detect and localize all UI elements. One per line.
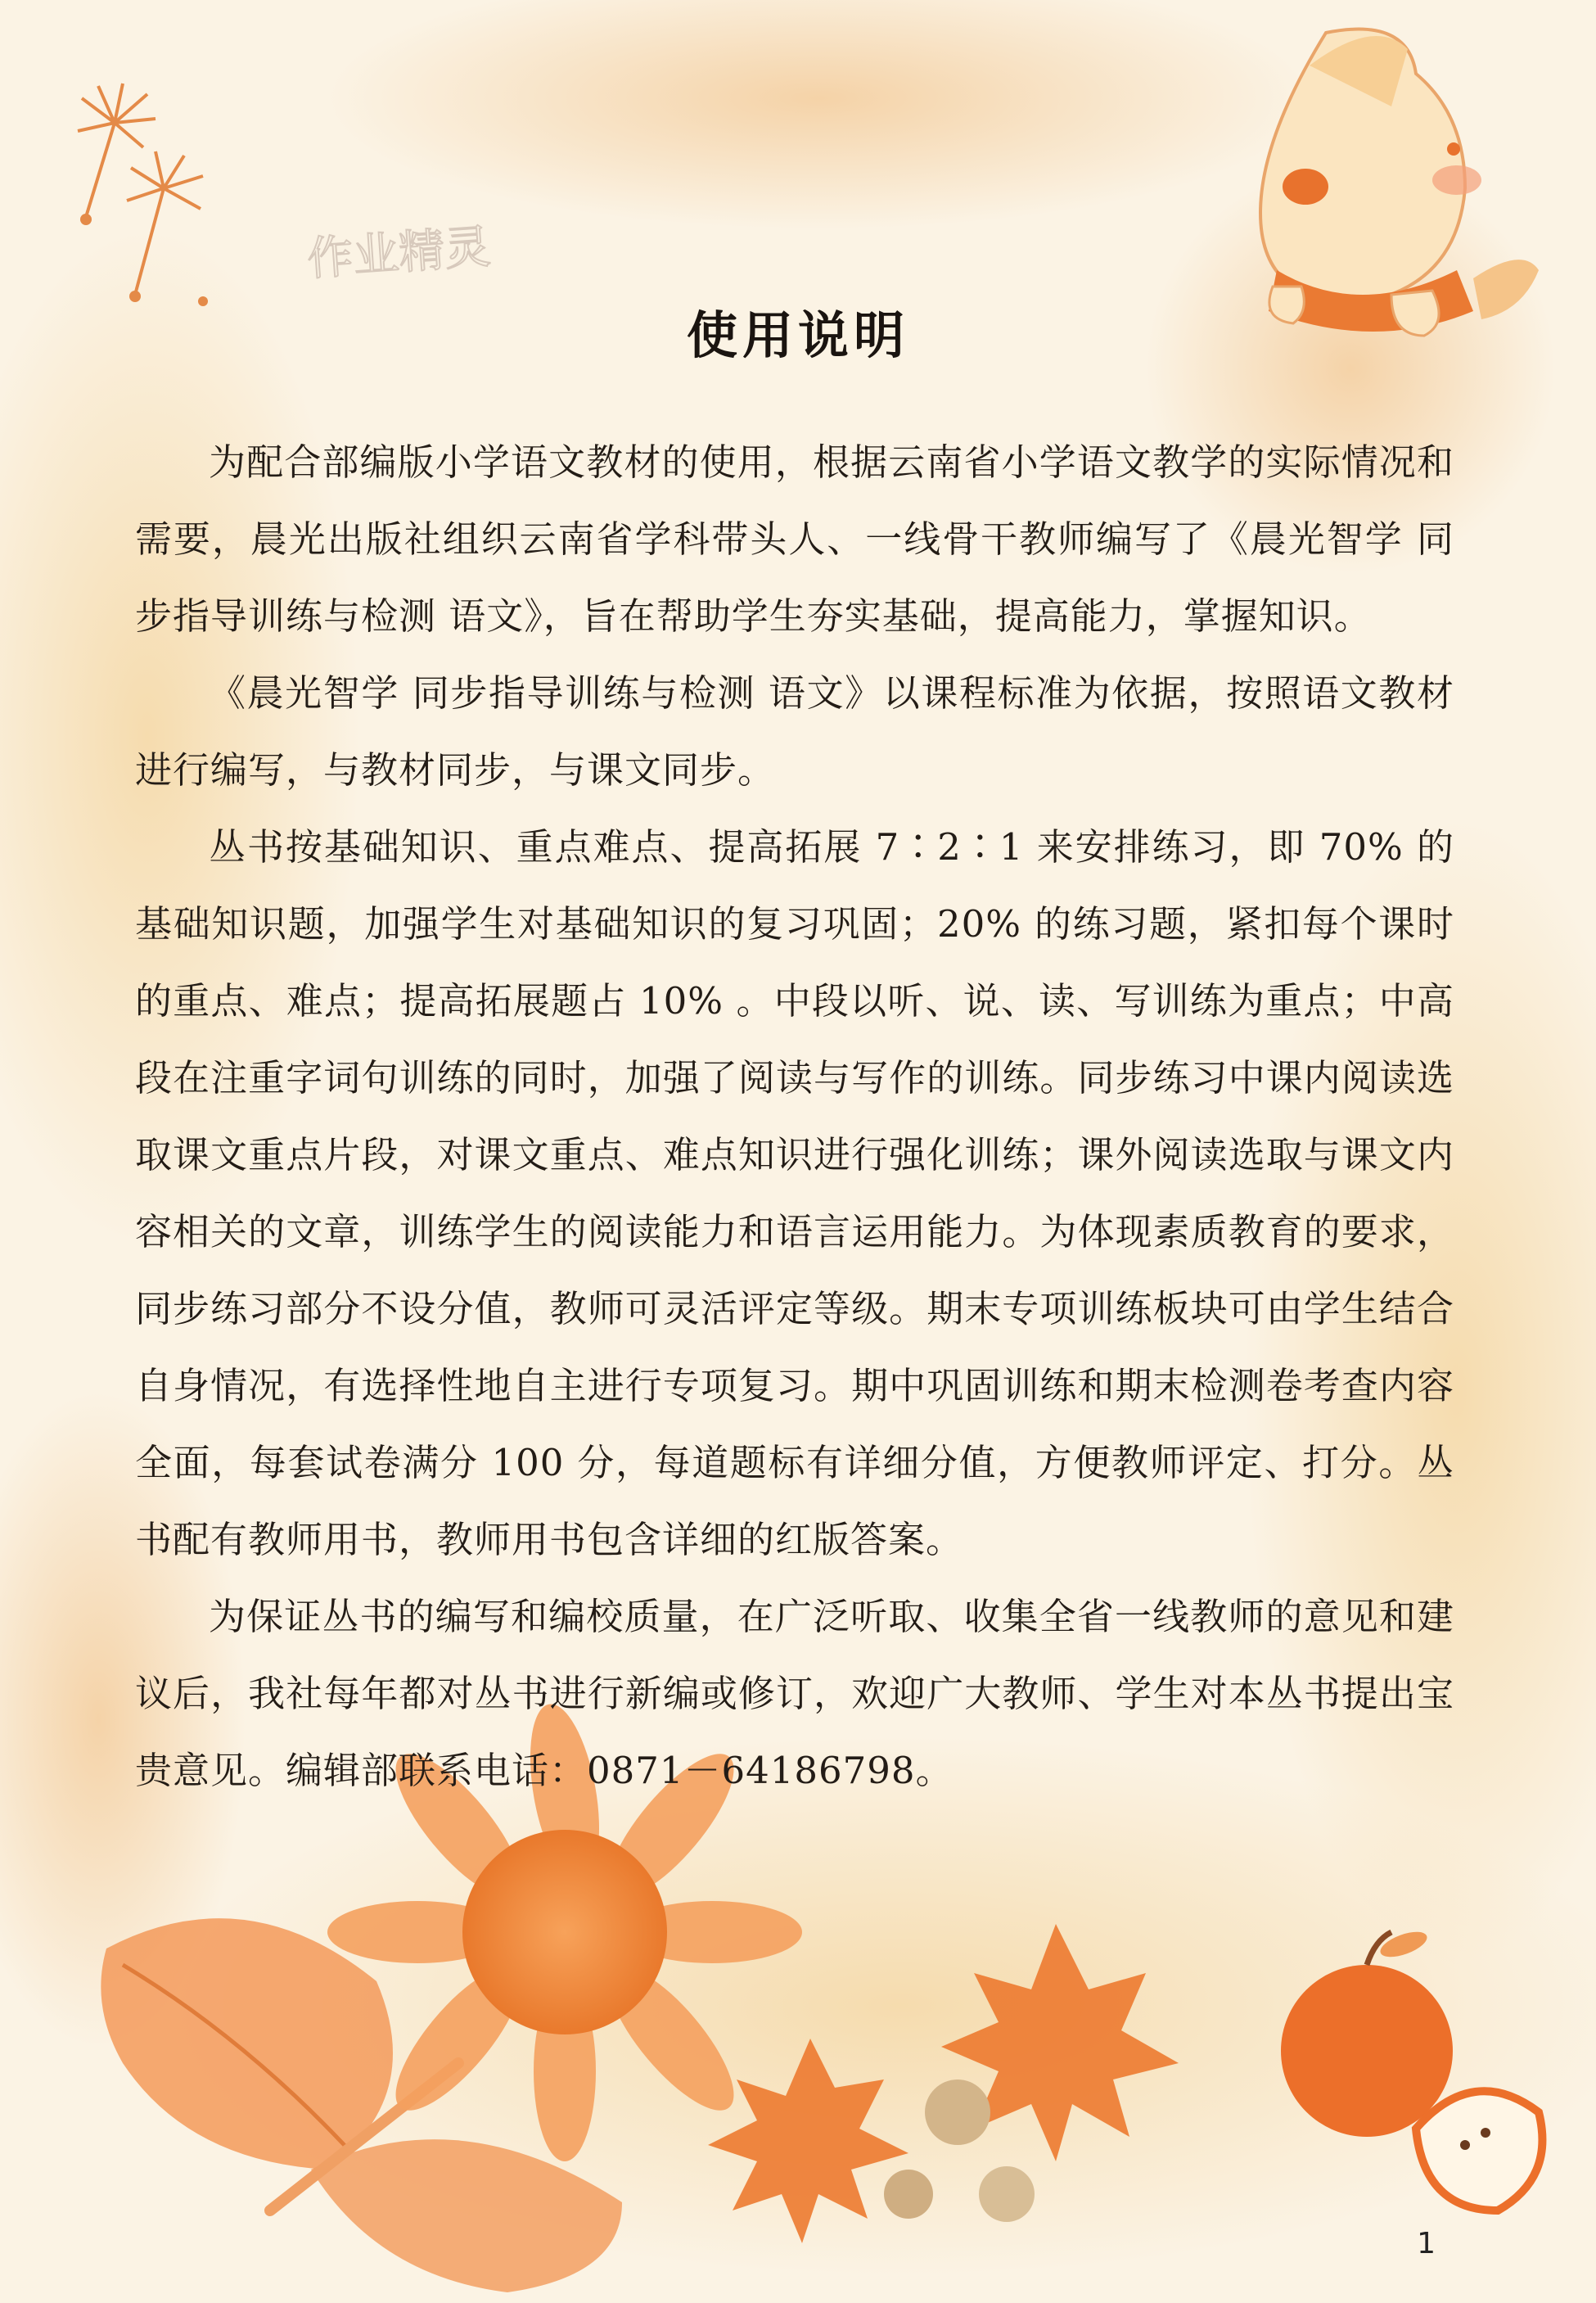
paragraph-1: 为配合部编版小学语文教材的使用，根据云南省小学语文教学的实际情况和需要，晨光出版社组织云南省学科带头人、一线骨干教师编写了《晨光智学 同步指导训练与检测 语文》，旨在帮助学生夯实基础，提高能力，掌握知识。 bbox=[135, 440, 1454, 638]
puppy-illustration bbox=[1260, 29, 1539, 336]
page-title: 使用说明 bbox=[686, 305, 909, 365]
paragraph-2: 《晨光智学 同步指导训练与检测 语文》以课程标准为依据，按照语文教材进行编写，与教材同步，与课文同步。 bbox=[135, 671, 1454, 792]
watermark: 作业精灵 bbox=[305, 220, 493, 287]
page-number: 1 bbox=[1417, 2227, 1436, 2260]
paragraph-4: 为保证丛书的编写和编校质量，在广泛听取、收集全省一线教师的意见和建议后，我社每年都对丛书进行新编或修订，欢迎广大教师、学生对本丛书提出宝贵意见。编辑部联系电话：0871－64186798。 bbox=[135, 1595, 1454, 1792]
paragraph-3: 丛书按基础知识、重点难点、提高拓展 7∶2∶1 来安排练习，即 70% 的基础知识题，加强学生对基础知识的复习巩固；20% 的练习题，紧扣每个课时的重点、难点；提高拓展题占 10% 。中段以听、说、读、写训练为重点；中高段在注重字词句训练的同时，加强了阅读与写作的训练。同步练习中课内阅读选取课文重点片段，对课文重点、难点知识进行强化训练；课外阅读选取与课文内容相关的文章，训练学生的阅读能力和语言运用能力。为体现素质教育的要求，同步练习部分不设分值，教师可灵活评定等级。期末专项训练板块可由学生结合自身情况，有选择性地自主进行专项复习。期中巩固训练和期末检测卷考查内容全面，每套试卷满分 100 分，每道题标有详细分值，方便教师评定、打分。丛书配有教师用书，教师用书包含详细的红版答案。 bbox=[135, 825, 1454, 1561]
instructions-body bbox=[135, 424, 1454, 1809]
